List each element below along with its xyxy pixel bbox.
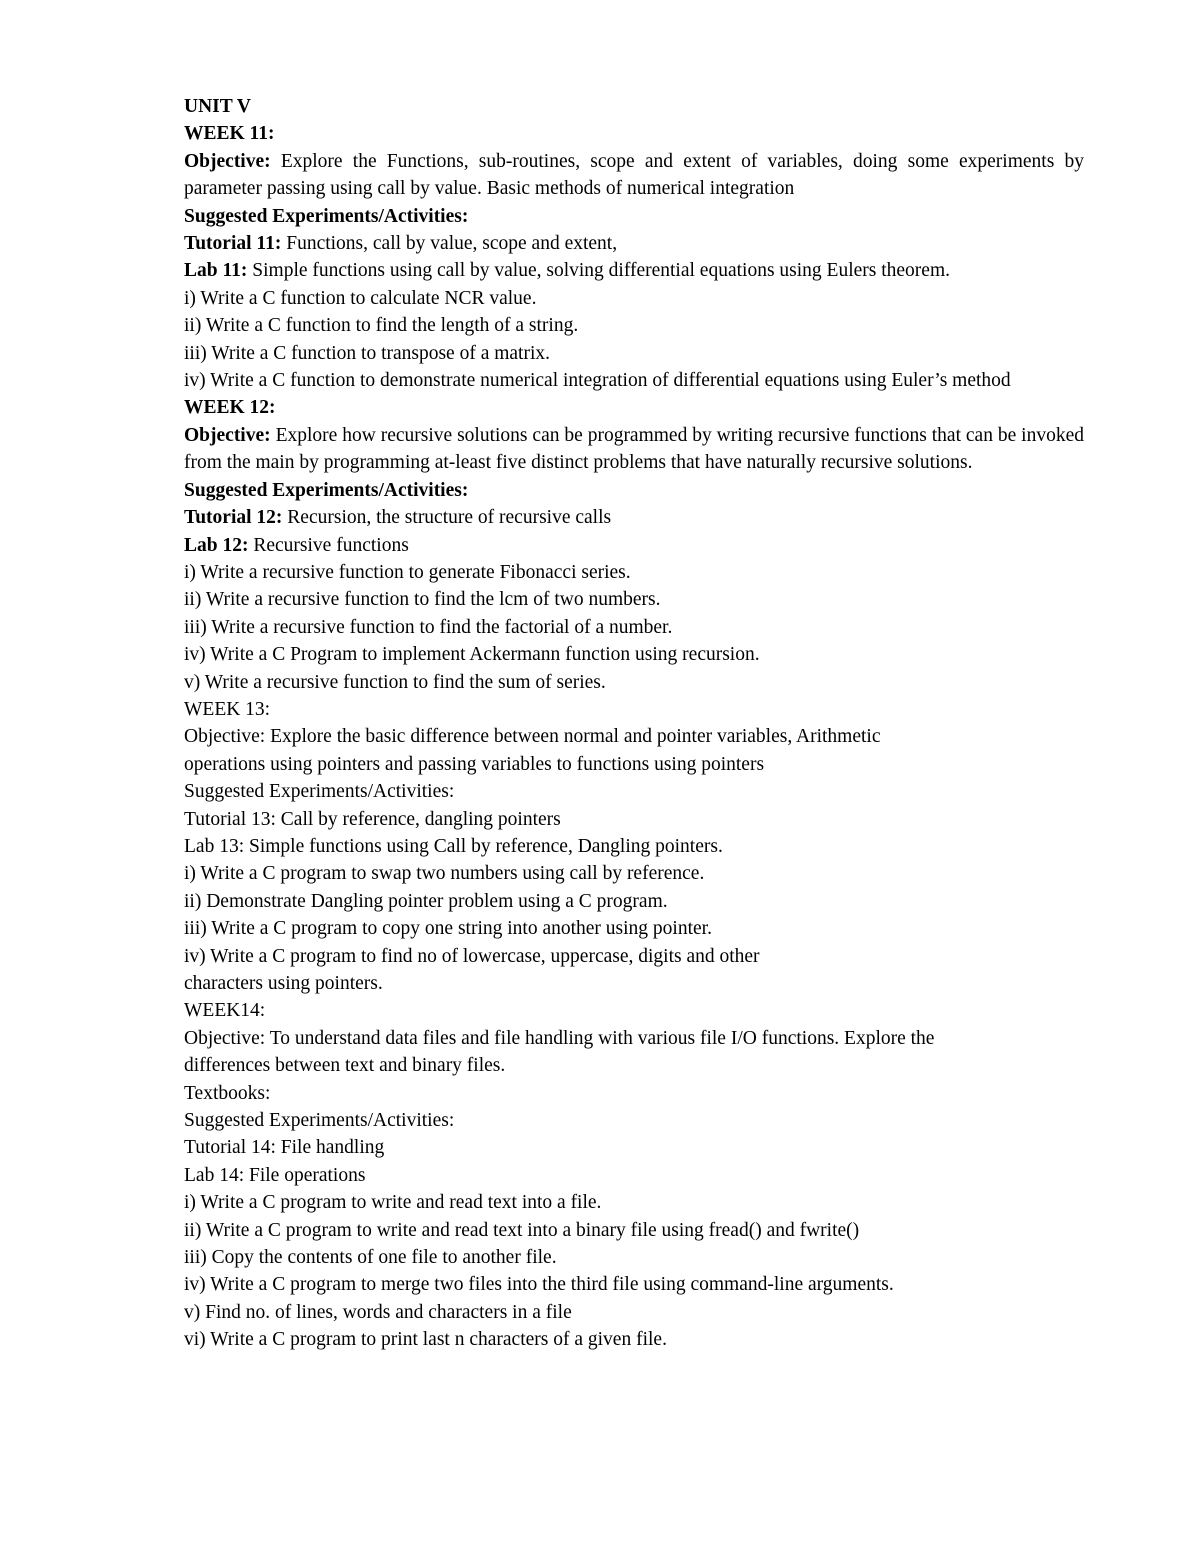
week11-lab-label: Lab 11: — [184, 260, 248, 282]
week11-tutorial-text: Functions, call by value, scope and extent, — [286, 233, 618, 255]
week14-objective-line: differences between text and binary files. — [184, 1055, 506, 1077]
list-item: iv) Write a C program to merge two files into the third file using command-line arguments. — [184, 1274, 894, 1296]
list-item: characters using pointers. — [184, 973, 383, 994]
week12-objective — [184, 422, 1084, 477]
list-item: ii) Write a recursive function to find the lcm of two numbers. — [184, 589, 661, 611]
week13-lab: Lab 13: Simple functions using Call by reference, Dangling pointers. — [184, 835, 723, 857]
week13-suggested: Suggested Experiments/Activities: — [184, 781, 455, 803]
week11-objective-label: Objective: — [184, 150, 271, 172]
week12-lab-text: Recursive functions — [253, 534, 409, 556]
week12-heading: WEEK 12: — [184, 397, 276, 419]
week13-objective-line: operations using pointers and passing variables to functions using pointers — [184, 753, 765, 775]
list-item: ii) Demonstrate Dangling pointer problem using a C program. — [184, 890, 668, 912]
list-item: iv) Write a C function to demonstrate numerical integration of differential equations using Euler’s method — [184, 370, 1011, 392]
week11-objective — [184, 148, 1084, 203]
list-item: i) Write a C function to calculate NCR value. — [184, 287, 537, 309]
list-item: i) Write a C program to swap two numbers using call by reference. — [184, 863, 705, 885]
week14-textbooks: Textbooks: — [184, 1082, 271, 1104]
list-item: iv) Write a C program to find no of lowercase, uppercase, digits and other — [184, 945, 760, 967]
unit-title: UNIT V — [184, 96, 252, 117]
week11-suggested: Suggested Experiments/Activities: — [184, 205, 469, 227]
list-item: ii) Write a C function to find the length of a string. — [184, 315, 579, 337]
list-item: v) Find no. of lines, words and characters in a file — [184, 1301, 572, 1323]
week12-objective-label: Objective: — [184, 424, 271, 446]
week12-tutorial-label: Tutorial 12: — [184, 507, 283, 529]
list-item: ii) Write a C program to write and read text into a binary file using fread() and fwrite() — [184, 1219, 860, 1241]
week11-lab — [184, 257, 1084, 284]
week12-suggested: Suggested Experiments/Activities: — [184, 479, 469, 501]
list-item: i) Write a recursive function to generate Fibonacci series. — [184, 561, 631, 583]
week11-heading: WEEK 11: — [184, 123, 275, 145]
list-item: iii) Write a C program to copy one string into another using pointer. — [184, 918, 712, 940]
week11-lab-text: Simple functions using call by value, solving differential equations using Eulers theorem. — [252, 260, 950, 282]
week11-tutorial-label: Tutorial 11: — [184, 233, 282, 255]
week14-tutorial: Tutorial 14: File handling — [184, 1137, 385, 1159]
week14-objective-line: Objective: To understand data files and file handling with various file I/O functions. Explore the — [184, 1027, 935, 1049]
document-page — [184, 93, 1084, 1354]
list-item: iii) Copy the contents of one file to another file. — [184, 1247, 557, 1269]
week12-tutorial-text: Recursion, the structure of recursive calls — [287, 507, 612, 529]
list-item: vi) Write a C program to print last n characters of a given file. — [184, 1329, 667, 1351]
list-item: iv) Write a C Program to implement Ackermann function using recursion. — [184, 644, 760, 666]
week11-tutorial — [184, 230, 1084, 257]
week13-heading: WEEK 13: — [184, 698, 271, 720]
list-item: i) Write a C program to write and read text into a file. — [184, 1192, 602, 1214]
week12-tutorial — [184, 504, 1084, 531]
week14-lab: Lab 14: File operations — [184, 1164, 366, 1186]
week13-objective-line: Objective: Explore the basic difference between normal and pointer variables, Arithmetic — [184, 726, 881, 748]
list-item: iii) Write a recursive function to find the factorial of a number. — [184, 616, 673, 638]
week12-objective-text: Explore how recursive solutions can be programmed by writing recursive functions that can be invoked from the main by programming at-least five distinct problems that have naturally recursive solutions. — [184, 424, 1085, 474]
week12-lab-label: Lab 12: — [184, 534, 249, 556]
list-item: v) Write a recursive function to find the sum of series. — [184, 671, 606, 693]
week14-suggested: Suggested Experiments/Activities: — [184, 1110, 455, 1132]
list-item: iii) Write a C function to transpose of a matrix. — [184, 342, 551, 364]
week11-objective-text: Explore the Functions, sub-routines, scope and extent of variables, doing some experiments by parameter passing using call by value. Basic methods of numerical integration — [184, 150, 1084, 200]
week14-heading: WEEK14: — [184, 1000, 266, 1022]
week13-tutorial: Tutorial 13: Call by reference, dangling pointers — [184, 808, 561, 830]
week12-lab — [184, 532, 1084, 559]
